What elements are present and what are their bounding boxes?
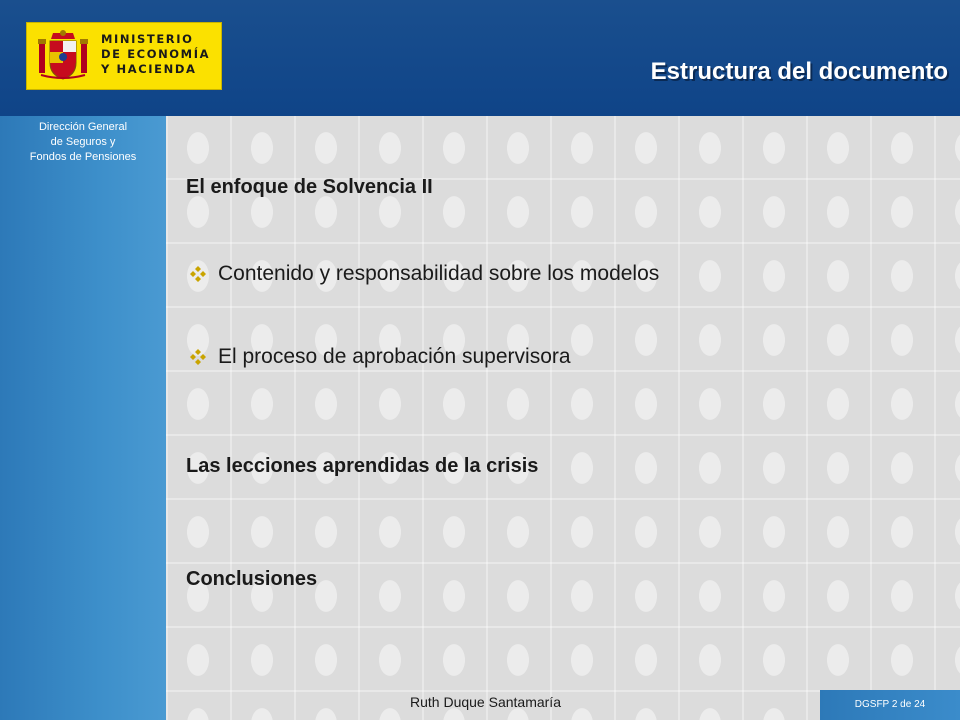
diamond-bullet-icon	[190, 349, 206, 365]
org-line-3: Fondos de Pensiones	[29, 151, 137, 163]
ministry-logo	[26, 22, 222, 90]
sidebar	[0, 116, 166, 720]
slide-title: Estructura del documento	[650, 58, 948, 85]
ministry-line-2: DE ECONOMÍA	[101, 47, 211, 61]
heading-conclusiones: Conclusiones	[186, 568, 318, 590]
org-line-2: de Seguros y	[50, 136, 116, 148]
ministry-name	[101, 32, 210, 77]
heading-solvencia: El enfoque de Solvencia II	[186, 176, 433, 198]
heading-lecciones: Las lecciones aprendidas de la crisis	[186, 455, 539, 477]
coat-of-arms-icon	[37, 29, 89, 83]
ministry-line-3: Y HACIENDA	[101, 62, 197, 76]
header-bar	[0, 0, 960, 116]
diamond-bullet-icon	[190, 266, 206, 282]
org-line-1: Dirección General	[38, 121, 128, 133]
author-name: Ruth Duque Santamaría	[410, 694, 561, 710]
bullet-item-1-text: Contenido y responsabilidad sobre los modelos	[218, 262, 660, 285]
organization-name	[0, 120, 166, 165]
page-indicator	[820, 690, 960, 720]
bullet-item-2-text: El proceso de aprobación supervisora	[218, 345, 571, 368]
slide-content-area	[166, 116, 960, 720]
bullet-item-1	[190, 262, 659, 286]
ministry-line-1: MINISTERIO	[101, 32, 194, 46]
bullet-item-2	[190, 345, 571, 369]
page-number: DGSFP 2 de 24	[854, 699, 926, 710]
